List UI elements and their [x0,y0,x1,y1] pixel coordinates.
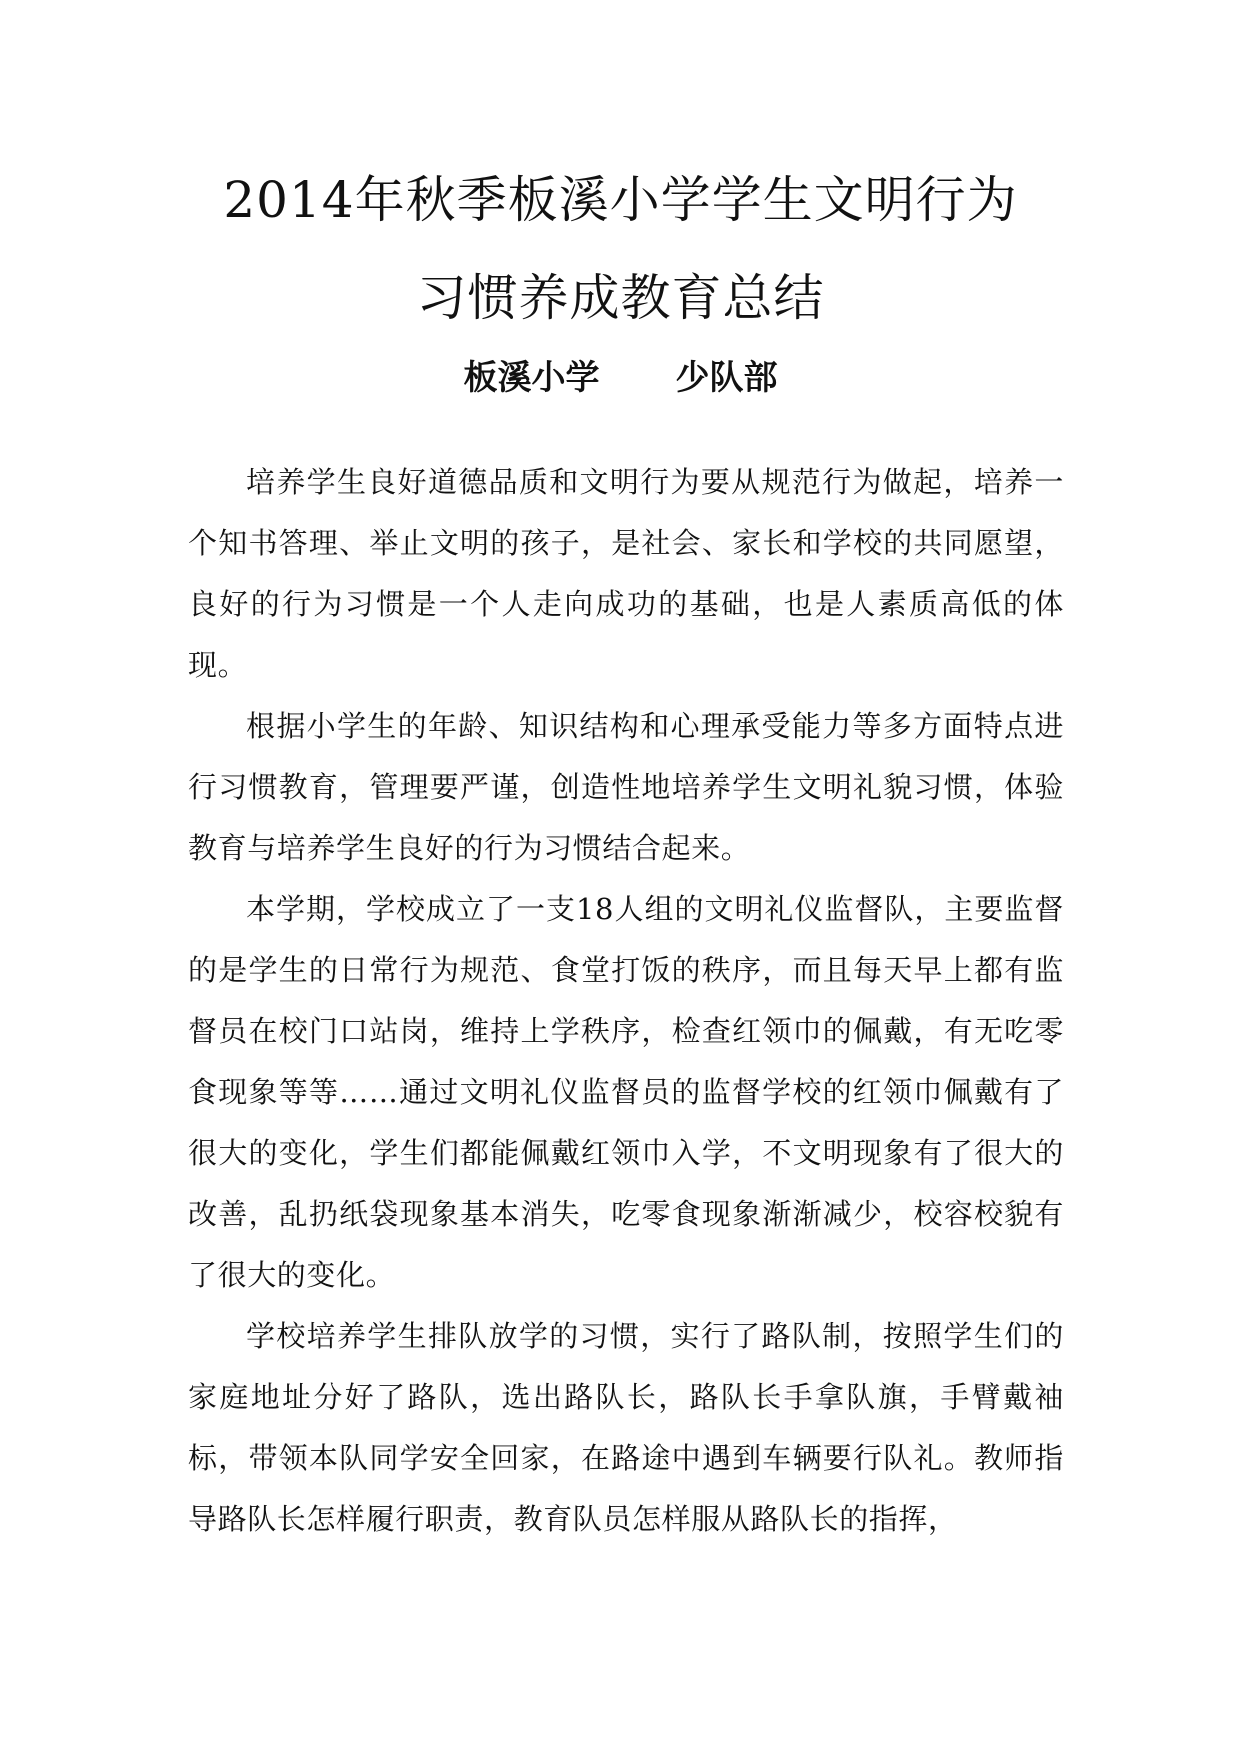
paragraph-2: 根据小学生的年龄、知识结构和心理承受能力等多方面特点进行习惯教育，管理要严谨，创造性地培养学生文明礼貌习惯，体验教育与培养学生良好的行为习惯结合起来。 [188,709,1064,865]
paragraph-1: 培养学生良好道德品质和文明行为要从规范行为做起，培养一个知书答理、举止文明的孩子，是社会、家长和学校的共同愿望，良好的行为习惯是一个人走向成功的基础，也是人素质高低的体现。 [188,465,1064,682]
paragraph-3: 本学期，学校成立了一支18人组的文明礼仪监督队，主要监督的是学生的日常行为规范、食堂打饭的秩序，而且每天早上都有监督员在校门口站岗，维持上学秩序，检查红领巾的佩戴，有无吃零食现象等等……通过文明礼仪监督员的监督学校的红领巾佩戴有了很大的变化，学生们都能佩戴红领巾入学，不文明现象有了很大的改善，乱扔纸袋现象基本消失，吃零食现象渐渐减少，校容校貌有了很大的变化。 [188,892,1064,1292]
paragraph-4: 学校培养学生排队放学的习惯，实行了路队制，按照学生们的家庭地址分好了路队，选出路队长，路队长手拿队旗，手臂戴袖标，带领本队同学安全回家，在路途中遇到车辆要行队礼。教师指导路队长怎样履行职责，教育队员怎样服从路队长的指挥， [188,1319,1064,1536]
document-title-line-1: 2014年秋季板溪小学学生文明行为 [223,171,1018,229]
document-body [188,452,1064,1550]
document-title-line-2: 习惯养成教育总结 [416,269,825,327]
byline-department: 少队部 [675,358,778,398]
byline [0,356,1241,400]
byline-school: 板溪小学 [463,358,600,398]
